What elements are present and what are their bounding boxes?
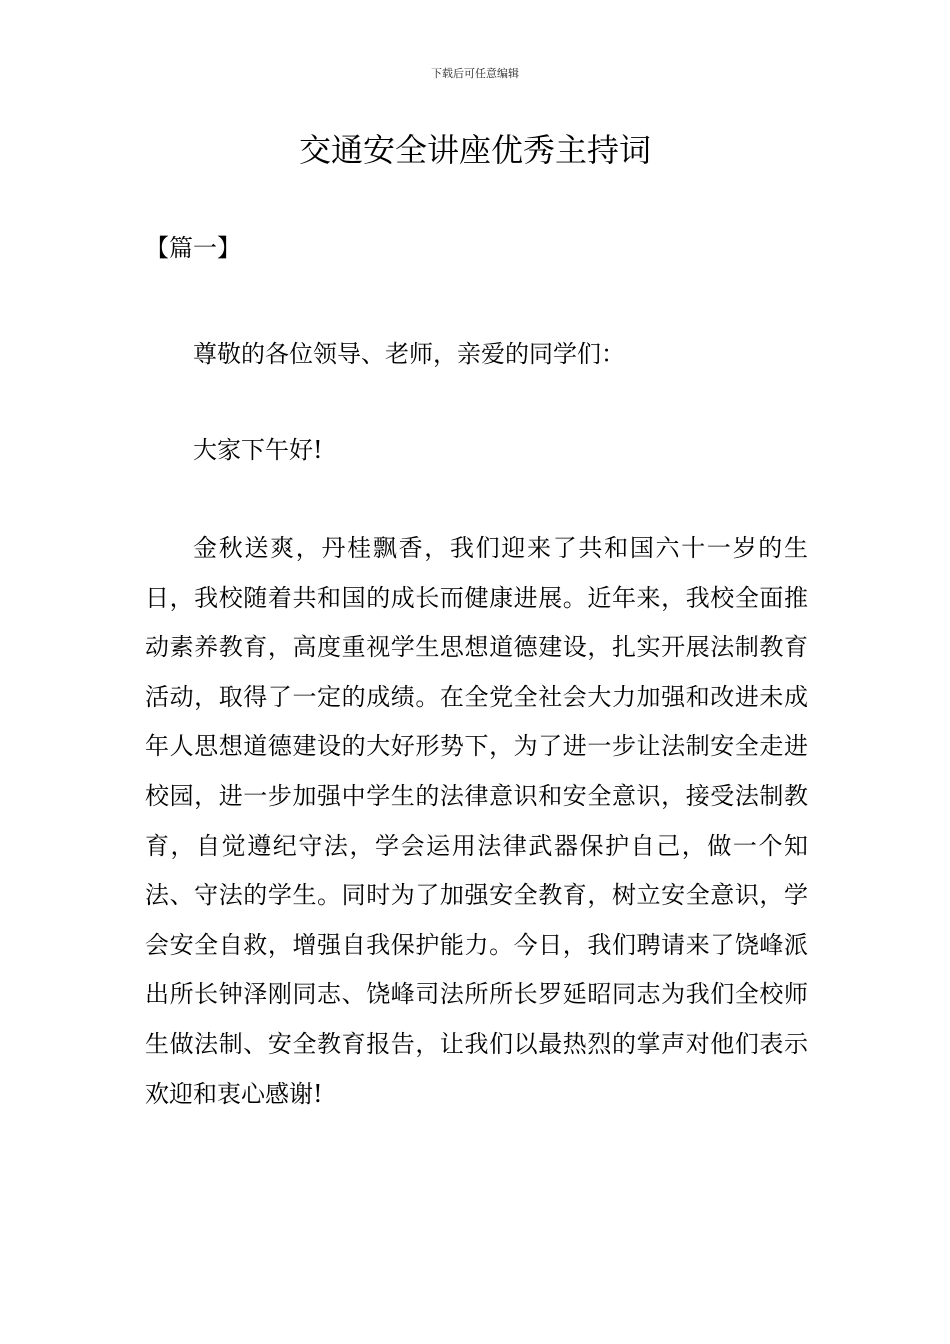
document-title: 交通安全讲座优秀主持词 (298, 131, 651, 169)
section-label: 【篇一】 (145, 234, 241, 262)
paragraph-body: 金秋送爽，丹桂飘香，我们迎来了共和国六十一岁的生日，我校随着共和国的成长而健康进展。近年来，我校全面推动素养教育，高度重视学生思想道德建设，扎实开展法制教育活动，取得了一定的成绩。在全党全社会大力加强和改进未成年人思想道德建设的大好形势下，为了进一步让法制安全走进校园，进一步加强中学生的法律意识和安全意识，接受法制教育，自觉遵纪守法，学会运用法律武器保护自己，做一个知法、守法的学生。同时为了加强安全教育，树立安全意识，学会安全自救，增强自我保护能力。今日，我们聘请来了饶峰派出所长钟泽刚同志、饶峰司法所所长罗延昭同志为我们全校师生做法制、安全教育报告，让我们以最热烈的掌声对他们表示欢迎和衷心感谢! (145, 534, 808, 1108)
paragraph-salutation: 大家下午好! (193, 436, 323, 464)
header-note: 下载后可任意编辑 (431, 67, 519, 80)
paragraph-greeting: 尊敬的各位领导、老师，亲爱的同学们： (193, 340, 625, 368)
